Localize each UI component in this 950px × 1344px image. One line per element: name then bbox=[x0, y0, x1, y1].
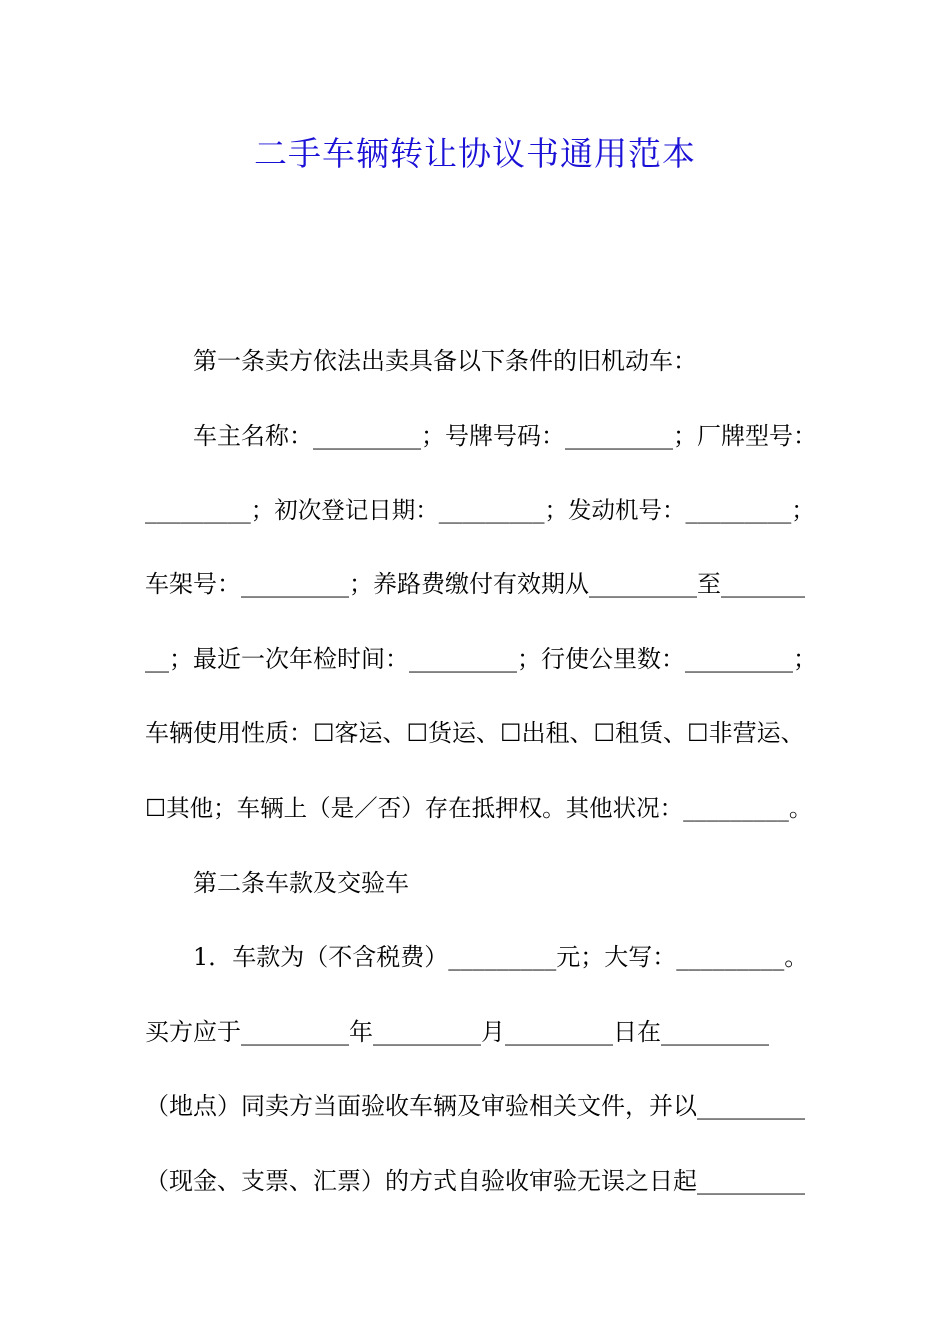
body-line: __；最近一次年检时间：_________；行使公里数：_________； bbox=[145, 645, 817, 673]
body-line: _________；初次登记日期：_________；发动机号：_________； bbox=[145, 496, 815, 524]
body-line: 车辆使用性质：☐客运、☐货运、☐出租、☐租赁、☐非营运、 bbox=[145, 719, 805, 747]
body-line: 车主名称：_________；号牌号码：_________；厂牌型号： bbox=[193, 422, 817, 450]
body-line: （现金、支票、汇票）的方式自验收审验无误之日起_________ bbox=[145, 1167, 805, 1195]
body-line: 买方应于_________年_________月_________日在_________ bbox=[145, 1018, 769, 1046]
document-title: 二手车辆转让协议书通用范本 bbox=[254, 134, 696, 173]
body-line: （地点）同卖方当面验收车辆及审验相关文件，并以_________ bbox=[145, 1092, 805, 1120]
article-1-heading: 第一条卖方依法出卖具备以下条件的旧机动车： bbox=[193, 347, 697, 375]
body-line: 1．车款为（不含税费）_________元；大写：_________。 bbox=[193, 943, 809, 971]
article-2-heading: 第二条车款及交验车 bbox=[193, 869, 409, 897]
body-line: ☐其他；车辆上（是／否）存在抵押权。其他状况：_________。 bbox=[145, 794, 813, 822]
body-line: 车架号：_________；养路费缴付有效期从_________至_______ bbox=[145, 570, 805, 598]
